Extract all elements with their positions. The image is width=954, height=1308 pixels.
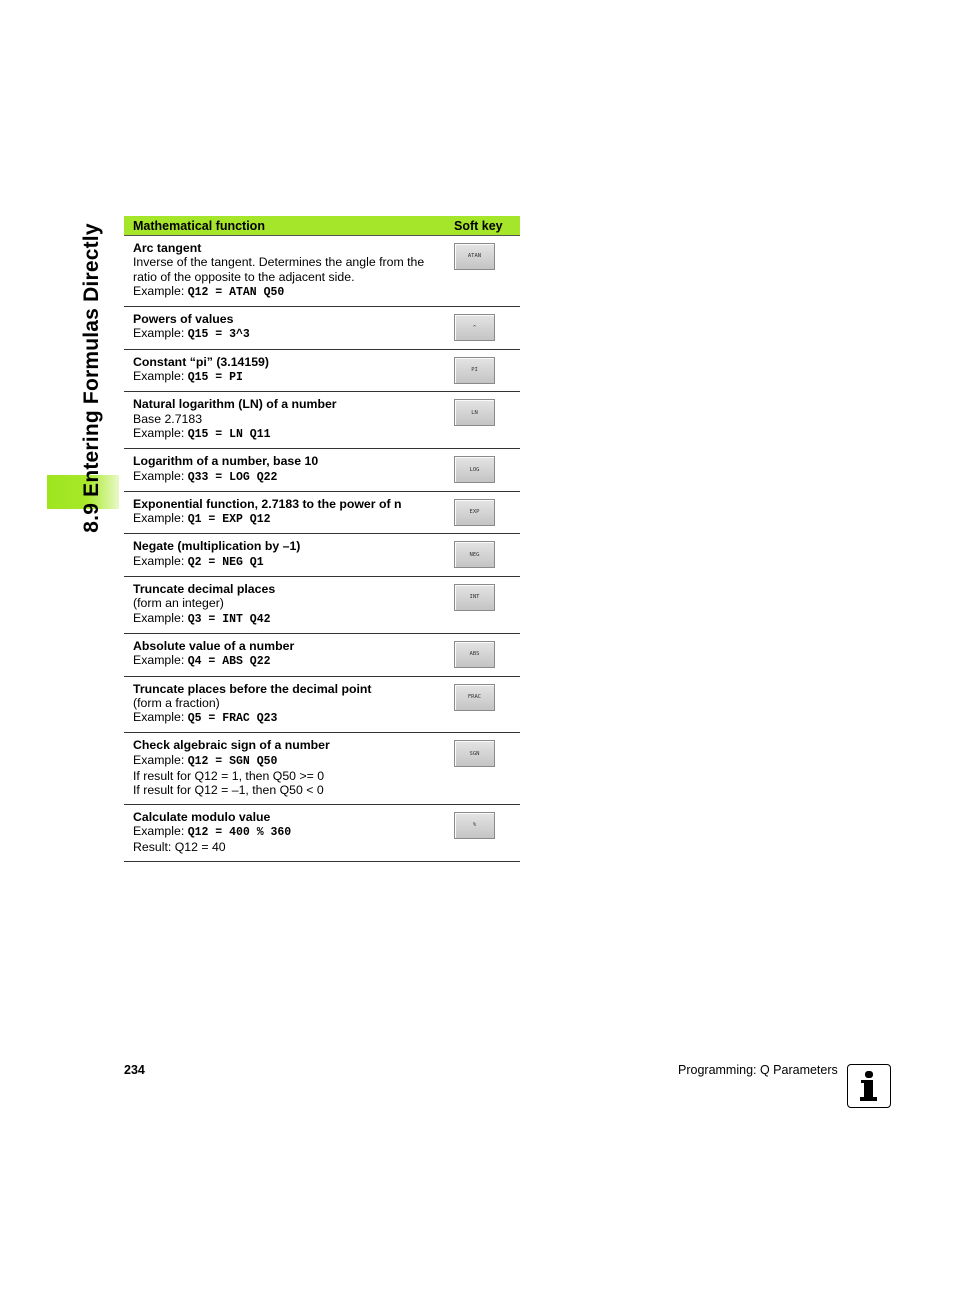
math-function-table (124, 216, 520, 862)
table-row (124, 805, 520, 862)
function-note: Result: Q12 = 40 (133, 840, 226, 855)
function-title: Check algebraic sign of a number (133, 738, 330, 753)
example-label: Example: (133, 369, 188, 384)
function-title: Logarithm of a number, base 10 (133, 454, 319, 469)
table-row (124, 449, 520, 492)
softkey-button[interactable]: NEG (454, 541, 495, 568)
example-code: Q5 = FRAC Q23 (187, 712, 278, 726)
table-row (124, 733, 520, 804)
example-label: Example: (133, 283, 188, 298)
section-title: 8.9 Entering Formulas Directly (80, 223, 103, 533)
function-title: Truncate decimal places (133, 582, 276, 597)
table-row (124, 236, 520, 307)
softkey-button[interactable]: ATAN (454, 243, 495, 270)
function-title: Calculate modulo value (133, 809, 271, 824)
softkey-button[interactable]: FRAC (454, 684, 495, 711)
function-description: ratio of the opposite to the adjacent side. (133, 269, 355, 284)
table-row (124, 492, 520, 535)
example-label: Example: (133, 468, 188, 483)
function-note: If result for Q12 = 1, then Q50 >= 0 (133, 769, 325, 784)
function-title: Truncate places before the decimal point (133, 681, 372, 696)
function-title: Constant “pi” (3.14159) (133, 354, 269, 369)
example-code: Q12 = ATAN Q50 (187, 285, 285, 299)
function-title: Negate (multiplication by –1) (133, 539, 301, 554)
example-code: Q15 = 3^3 (187, 328, 250, 342)
table-row (124, 677, 520, 734)
table-row (124, 634, 520, 677)
example-code: Q12 = SGN Q50 (187, 754, 278, 768)
softkey-button[interactable]: ABS (454, 641, 495, 668)
function-description: (form an integer) (133, 596, 224, 611)
example-label: Example: (133, 425, 188, 440)
example-code: Q3 = INT Q42 (187, 612, 271, 626)
example-label: Example: (133, 710, 188, 725)
example-code: Q12 = 400 % 360 (187, 825, 292, 839)
example-code: Q1 = EXP Q12 (187, 513, 271, 527)
softkey-button[interactable]: LN (454, 399, 495, 426)
softkey-button[interactable]: EXP (454, 499, 495, 526)
example-label: Example: (133, 823, 188, 838)
info-icon (847, 1064, 891, 1108)
softkey-button[interactable]: ^ (454, 314, 495, 341)
function-description: Base 2.7183 (133, 411, 203, 426)
example-label: Example: (133, 752, 188, 767)
softkey-button[interactable]: LOG (454, 456, 495, 483)
chapter-footer: Programming: Q Parameters (678, 1063, 838, 1077)
header-function: Mathematical function (133, 218, 265, 233)
table-row (124, 577, 520, 634)
page-number: 234 (124, 1063, 145, 1077)
table-row (124, 350, 520, 393)
table-body (124, 236, 520, 862)
example-code: Q15 = LN Q11 (187, 427, 271, 441)
table-row (124, 307, 520, 350)
function-example (133, 710, 520, 726)
example-label: Example: (133, 553, 188, 568)
function-example (133, 611, 520, 627)
table-row (124, 534, 520, 577)
softkey-button[interactable]: % (454, 812, 495, 839)
function-example (133, 284, 520, 300)
function-title: Powers of values (133, 312, 234, 327)
softkey-button[interactable]: INT (454, 584, 495, 611)
function-title: Natural logarithm (LN) of a number (133, 397, 337, 412)
softkey-button[interactable]: PI (454, 357, 495, 384)
example-code: Q2 = NEG Q1 (187, 555, 264, 569)
header-softkey: Soft key (454, 218, 503, 233)
function-title: Absolute value of a number (133, 638, 295, 653)
function-description: Inverse of the tangent. Determines the angle from the (133, 255, 425, 270)
example-code: Q4 = ABS Q22 (187, 655, 271, 669)
example-label: Example: (133, 610, 188, 625)
function-description: (form a fraction) (133, 695, 220, 710)
table-header (124, 216, 520, 236)
example-code: Q15 = PI (187, 371, 243, 385)
function-note: If result for Q12 = –1, then Q50 < 0 (133, 783, 324, 798)
example-label: Example: (133, 653, 188, 668)
function-example (133, 426, 520, 442)
softkey-button[interactable]: SGN (454, 740, 495, 767)
function-title: Arc tangent (133, 241, 202, 255)
example-label: Example: (133, 511, 188, 526)
table-row (124, 392, 520, 449)
example-code: Q33 = LOG Q22 (187, 470, 278, 484)
function-title: Exponential function, 2.7183 to the power of n (133, 496, 402, 511)
example-label: Example: (133, 326, 188, 341)
